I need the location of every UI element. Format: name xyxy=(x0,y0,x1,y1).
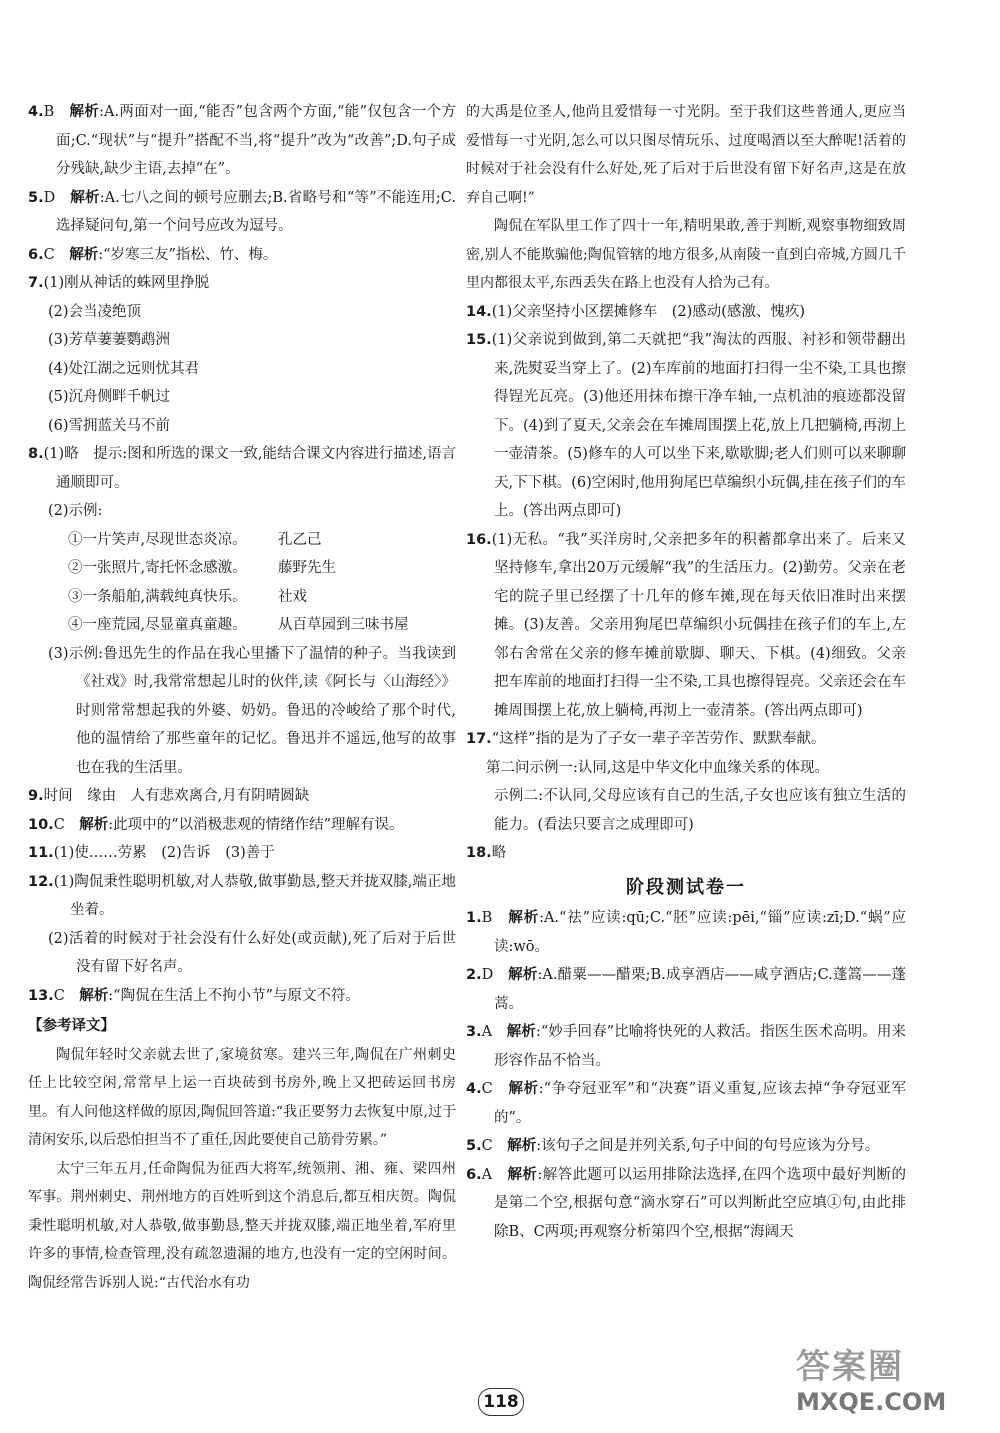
watermark-domain: MXQE.COM xyxy=(796,1388,947,1416)
answer-7: 7.(1)刚从神话的蛛网里挣脱 (2)会当凌绝顶 (3)芳草萋萋鹦鹉洲 (4)处江湖之远则忧其君 (5)沉舟侧畔千帆过 (6)雪拥蓝关马不前 xyxy=(28,275,210,434)
translation-paragraph: 陶侃在军队里工作了四十一年,精明果敢,善于判断,观察事物细致周密,别人不能欺骗他;陶侃管辖的地方很多,从南陵一直到白帝城,方圆几千里内都很太平,东西丢失在路上也没有人拾为己有。 xyxy=(466,218,906,291)
translation-paragraph: 太宁三年五月,任命陶侃为征西大将军,统领荆、湘、雍、梁四州军事。荆州刺史、荆州地方的百姓听到这个消息后,都互相庆贺。陶侃秉性聪明机敏,对人恭敬,做事勤恳,整天并拢双膝,端正地坐着,军府里许多的事情,检查管理,没有疏忽遗漏的地方,也没有一定的空闲时间。陶侃经常告诉别人说:“古代治水有功 xyxy=(28,1160,456,1291)
section-title: 阶段测试卷一 xyxy=(626,876,746,898)
right-column xyxy=(466,98,906,1246)
answer-17: 17.“这样”指的是为了子女一辈子辛苦劳作、默默奉献。 第二问示例一:认同,这是中华文化中血缘关系的体现。 示例二:不认同,父母应该有自己的生活,子女也应该有独立生活的能力。(看法只要言之成理即可) xyxy=(466,731,906,833)
example-pair: ①一片笑声,尽现世态炎凉。 孔乙己 xyxy=(68,531,322,548)
test-answer-3: 3.A 解析:“妙手回春”比喻将快死的人救活。指医生医术高明。用来形容作品不恰当。 xyxy=(466,1024,906,1069)
test-answer-5: 5.C 解析:该句子之间是并列关系,句子中间的句号应该为分号。 xyxy=(466,1138,880,1154)
example-pair: ②一张照片,寄托怀念感激。 藤野先生 xyxy=(68,560,336,576)
translation-paragraph: 陶侃年轻时父亲就去世了,家境贫寒。建兴三年,陶侃在广州刺史任上比较空闲,常常早上运一百块砖到书房外,晚上又把砖运回书房里。有人问他这样做的原因,陶侃回答道:“我正要努力去恢复中原,过于清闲安乐,以后恐怕担当不了重任,因此要使自己筋骨劳累。” xyxy=(28,1046,456,1148)
answer-13: 13.C 解析:“陶侃在生活上不拘小节”与原文不符。 xyxy=(28,987,361,1004)
test-answer-1: 1.B 解析:A.“祛”应读:qū;C.“胚”应读:pēi,“锱”应读:zī;D.“蜗”应读:wō。 xyxy=(466,910,907,955)
test-answer-4: 4.C 解析:“争夺冠亚军”和“决赛”语义重复,应该去掉“争夺冠亚军的”。 xyxy=(466,1081,906,1126)
answer-14: 14.(1)父亲坚持小区摆摊修车 (2)感动(感激、愧疚) xyxy=(466,303,806,320)
left-column xyxy=(28,98,456,1297)
reference-translation-heading: 【参考译文】 xyxy=(28,1018,115,1034)
answer-18: 18.略 xyxy=(466,845,507,861)
answer-10: 10.C 解析:此项中的“以消极悲观的情绪作结”理解有误。 xyxy=(28,816,404,833)
answer-12: 12.(1)陶侃秉性聪明机敏,对人恭敬,做事勤恳,整天并拢双膝,端正地坐着。 (2)活着的时候对于社会没有什么好处(或贡献),死了后对于后世没有留下好名声。 xyxy=(28,873,456,975)
answer-11: 11.(1)使……劳累 (2)告诉 (3)善于 xyxy=(28,845,275,861)
test-answer-2: 2.D 解析:A.醋粟——醋栗;B.成享酒店——咸亨酒店;C.蓬篙——蓬蒿。 xyxy=(466,967,907,1012)
site-watermark xyxy=(796,1347,986,1427)
answer-9: 9.时间 缘由 人有悲欢离合,月有阴晴圆缺 xyxy=(28,788,310,804)
answer-8: 8.(1)略 提示:图和所选的课文一致,能结合课文内容进行描述,语言通顺即可。 (2)示例: ①一片笑声,尽现世态炎凉。 孔乙己 ②一张照片,寄托怀念感激。 藤野先生 ③一条船舶,满载纯真快乐。 社戏 ④一座荒园,尽显童真童趣。 从百草园到三味书屋 (3)示例:鲁迅先生的作品在我心里播下了温情的种子。当我读到《社戏》时,我常常想起儿时的伙伴,读《阿长与〈山海经〉》时则常常想起我的外婆、奶奶。鲁迅的冷峻给了那个时代,他的温情给了那些童年的记忆。鲁迅并不遥远,他写的故事也在我的生活里。 xyxy=(28,446,456,776)
answer-5: 5.D 解析:A.七八之间的顿号应删去;B.省略号和“等”不能连用;C.选择疑问句,第一个问号应改为逗号。 xyxy=(28,189,456,234)
watermark-logo-text: 答案圈 xyxy=(796,1347,904,1387)
test-answer-6: 6.A 解析:解答此题可以运用排除法选择,在四个选项中最好判断的是第二个空,根据句意“滴水穿石”可以判断此空应填①句,由此排除B、C两项;再观察分析第四个空,根据“海阔天 xyxy=(466,1166,906,1240)
answer-6: 6.C 解析:“岁寒三友”指松、竹、梅。 xyxy=(28,246,278,263)
translation-continued: 的大禹是位圣人,他尚且爱惜每一寸光阴。至于我们这些普通人,更应当爱惜每一寸光阴,怎么可以只图尽情玩乐、过度喝酒以至大醉呢!活着的时候对于社会没有什么好处,死了后对于后世没有留下好名声,这是在放弃自己啊!” xyxy=(466,104,906,206)
answer-4: 4.B 解析:A.两面对一面,“能否”包含两个方面,“能”仅包含一个方面;C.“现状”与“提升”搭配不当,将“提升”改为“改善”;D.句子成分残缺,缺少主语,去掉“在”。 xyxy=(28,104,456,177)
answer-15: 15.(1)父亲说到做到,第二天就把“我”淘汰的西服、衬衫和领带翻出来,洗熨妥当穿上了。(2)车库前的地面打扫得一尘不染,工具也擦得锃光瓦亮。(3)他还用抹布擦干净车轴,一点机油的痕迹都没留下。(4)到了夏天,父亲会在车摊周围摆上花,放上几把躺椅,再沏上一壶清茶。(5)修车的人可以坐下来,歇歇脚;老人们则可以来聊聊天,下下棋。(6)空闲时,他用狗尾巴草编织小玩偶,挂在孩子们的车上。(答出两点即可) xyxy=(466,332,906,519)
example-pair: ③一条船舶,满载纯真快乐。 社戏 xyxy=(68,588,307,605)
answer-16: 16.(1)无私。“我”买洋房时,父亲把多年的积蓄都拿出来了。后来又坚持修车,拿出20万元缓解“我”的生活压力。(2)勤劳。父亲在老宅的院子里已经摆了十几年的修车摊,现在每天依旧准时出来摆摊。(3)友善。父亲用狗尾巴草编织小玩偶挂在孩子们的车上,左邻右舍常在父亲的修车摊前歇脚、聊天、下棋。(4)细致。父亲把车库前的地面打扫得一尘不染,工具也擦得锃亮。父亲还会在车摊周围摆上花,放上躺椅,再沏上一壶清茶。(答出两点即可) xyxy=(466,531,906,719)
page-number: 118 xyxy=(478,1388,524,1416)
example-pair: ④一座荒园,尽显童真童趣。 从百草园到三味书屋 xyxy=(68,617,409,633)
